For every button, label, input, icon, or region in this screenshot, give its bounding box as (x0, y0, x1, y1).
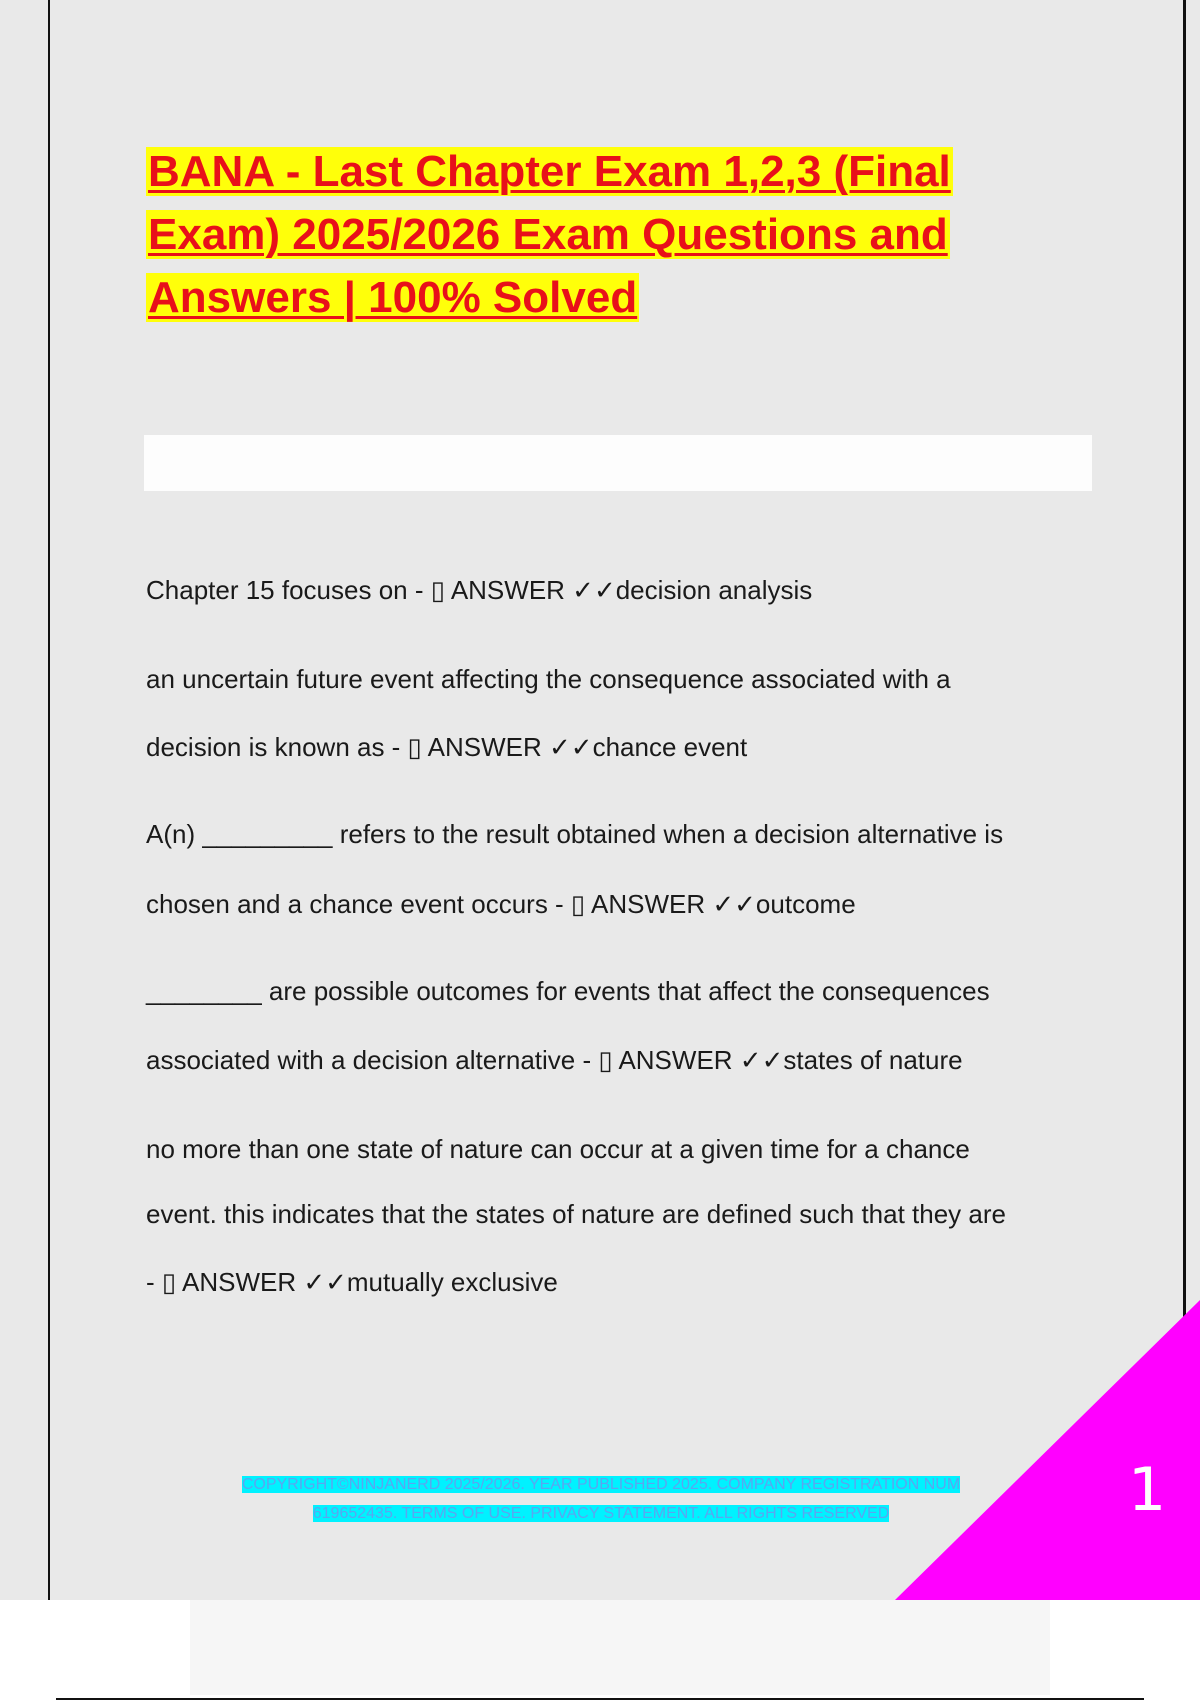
qa-line: A(n) _________ refers to the result obtained when a decision alternative is (146, 819, 1004, 849)
qa-item-4 (146, 976, 1096, 1075)
qa-line: Chapter 15 focuses on - ▯ ANSWER ✓✓decision analysis (146, 575, 813, 605)
corner-triangle (895, 1300, 1200, 1600)
qa-line: - ▯ ANSWER ✓✓mutually exclusive (146, 1267, 558, 1297)
qa-item-5 (146, 1134, 1096, 1297)
copyright-line-1 (176, 1473, 1026, 1497)
qa-line: event. this indicates that the states of nature are defined such that they are (146, 1199, 1006, 1229)
qa-line: decision is known as - ▯ ANSWER ✓✓chance event (146, 732, 748, 762)
qa-line: no more than one state of nature can occur at a given time for a chance (146, 1134, 970, 1164)
qa-item-2 (146, 664, 1096, 762)
copyright-line-2 (176, 1502, 1026, 1526)
next-page-strip (190, 1600, 1050, 1695)
copyright-text-2: 619652435. TERMS OF USE. PRIVACY STATEMENT. ALL RIGHTS RESERVED (312, 1505, 890, 1522)
page-left-border (48, 0, 50, 1600)
qa-line: ________ are possible outcomes for events that affect the consequences (146, 976, 990, 1006)
qa-line: associated with a decision alternative - ▯ ANSWER ✓✓states of nature (146, 1045, 963, 1075)
qa-line: an uncertain future event affecting the consequence associated with a (146, 664, 951, 694)
title-line-1: BANA - Last Chapter Exam 1,2,3 (Final (148, 147, 951, 196)
title-line-3: Answers | 100% Solved (148, 273, 638, 322)
document-title (146, 140, 1046, 329)
page-number: 1 (1128, 1455, 1167, 1525)
qa-item-1 (146, 575, 1096, 605)
copyright-text-1: COPYRIGHT©NINJANERD 2025/2026. YEAR PUBLISHED 2025. COMPANY REGISTRATION NUM (241, 1476, 961, 1493)
corner-triangle-shape (895, 1300, 1200, 1600)
blank-banner (144, 435, 1092, 491)
qa-item-3 (146, 819, 1096, 919)
title-line-2: Exam) 2025/2026 Exam Questions and (148, 210, 948, 259)
qa-line: chosen and a chance event occurs - ▯ ANSWER ✓✓outcome (146, 889, 856, 919)
